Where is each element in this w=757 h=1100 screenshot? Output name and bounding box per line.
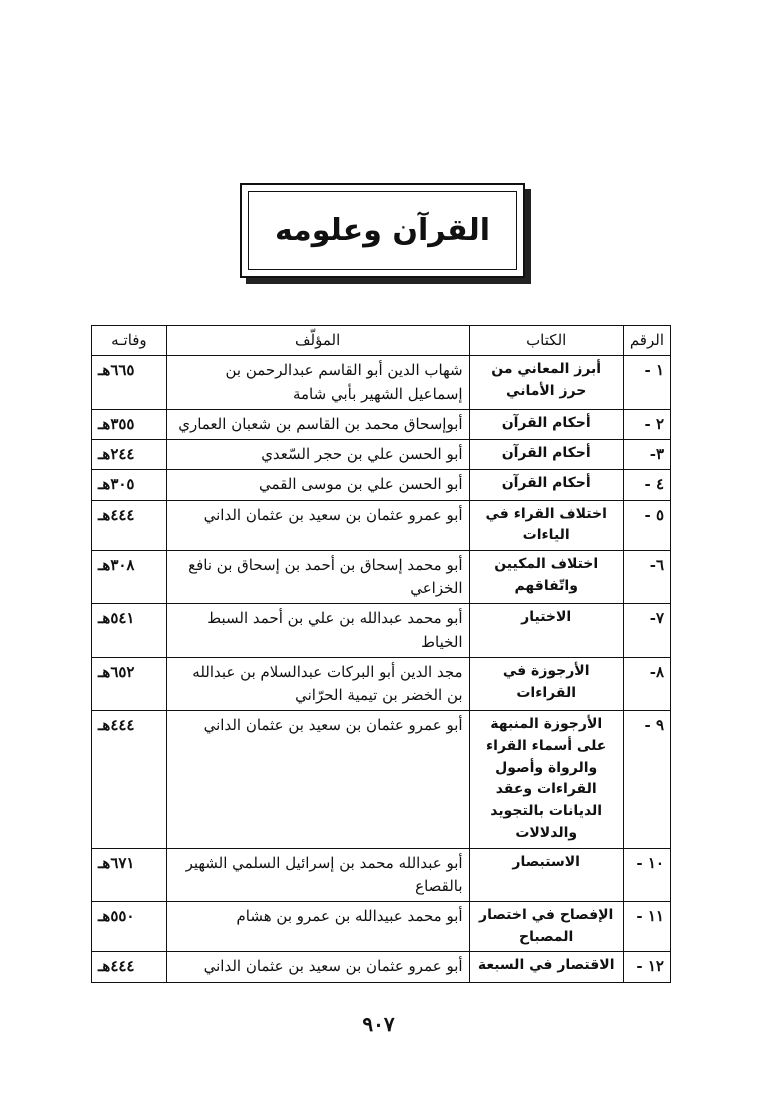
row-number: ١ - xyxy=(623,356,670,410)
row-number: ٦- xyxy=(623,550,670,604)
author-name: أبو عبدالله محمد بن إسرائيل السلمي الشهير بالقصاع xyxy=(166,848,469,902)
row-number: ٢ - xyxy=(623,409,670,439)
table-row xyxy=(92,440,671,470)
author-name: أبو الحسن علي بن موسى القمي xyxy=(166,470,469,500)
row-number: ٤ - xyxy=(623,470,670,500)
death-year: ٦٥٢هـ xyxy=(92,657,167,711)
book-title: أحكام القرآن xyxy=(469,440,623,470)
book-title: أبرز المعاني من حرز الأماني xyxy=(469,356,623,410)
table-row xyxy=(92,409,671,439)
author-name: مجد الدين أبو البركات عبدالسلام بن عبدالله بن الخضر بن تيمية الحرّاني xyxy=(166,657,469,711)
row-number: ٧- xyxy=(623,604,670,658)
row-number: ٨- xyxy=(623,657,670,711)
table-row xyxy=(92,550,671,604)
book-title: الاستبصار xyxy=(469,848,623,902)
death-year: ٣٠٥هـ xyxy=(92,470,167,500)
death-year: ٣٥٥هـ xyxy=(92,409,167,439)
author-name: أبوإسحاق محمد بن القاسم بن شعبان العماري xyxy=(166,409,469,439)
death-year: ٢٤٤هـ xyxy=(92,440,167,470)
book-title: الأرجوزة المنبهة على أسماء القراء والرواة وأصول القراءات وعقد الديانات بالتجويد والدلالات xyxy=(469,711,623,848)
row-number: ١٢ - xyxy=(623,952,670,982)
title-frame xyxy=(240,183,525,278)
author-name: أبو عمرو عثمان بن سعيد بن عثمان الداني xyxy=(166,500,469,550)
table-row xyxy=(92,470,671,500)
header-book: الكتاب xyxy=(469,326,623,356)
death-year: ٦٧١هـ xyxy=(92,848,167,902)
author-name: أبو محمد عبيدالله بن عمرو بن هشام xyxy=(166,902,469,952)
page-title: القرآن وعلومه xyxy=(274,213,491,248)
death-year: ٤٤٤هـ xyxy=(92,711,167,848)
book-title: أحكام القرآن xyxy=(469,470,623,500)
author-name: أبو محمد عبدالله بن علي بن أحمد السبط الخياط xyxy=(166,604,469,658)
author-name: شهاب الدين أبو القاسم عبدالرحمن بن إسماعيل الشهير بأبي شامة xyxy=(166,356,469,410)
book-title: الاقتصار في السبعة xyxy=(469,952,623,982)
death-year: ٥٤١هـ xyxy=(92,604,167,658)
table-row xyxy=(92,604,671,658)
table-row xyxy=(92,952,671,982)
death-year: ٣٠٨هـ xyxy=(92,550,167,604)
header-author: المؤلّف xyxy=(166,326,469,356)
row-number: ١٠ - xyxy=(623,848,670,902)
author-name: أبو محمد إسحاق بن أحمد بن إسحاق بن نافع الخزاعي xyxy=(166,550,469,604)
row-number: ٩ - xyxy=(623,711,670,848)
table-header-row xyxy=(92,326,671,356)
table-row xyxy=(92,356,671,410)
author-name: أبو عمرو عثمان بن سعيد بن عثمان الداني xyxy=(166,952,469,982)
row-number: ١١ - xyxy=(623,902,670,952)
book-title: الأرجوزة في القراءات xyxy=(469,657,623,711)
table-row xyxy=(92,711,671,848)
book-title: اختلاف القراء في الياءات xyxy=(469,500,623,550)
table-row xyxy=(92,902,671,952)
book-title: أحكام القرآن xyxy=(469,409,623,439)
row-number: ٣- xyxy=(623,440,670,470)
table-row xyxy=(92,500,671,550)
book-title: الاختيار xyxy=(469,604,623,658)
table-row xyxy=(92,657,671,711)
author-name: أبو الحسن علي بن حجر السّعدي xyxy=(166,440,469,470)
author-name: أبو عمرو عثمان بن سعيد بن عثمان الداني xyxy=(166,711,469,848)
row-number: ٥ - xyxy=(623,500,670,550)
death-year: ٤٤٤هـ xyxy=(92,500,167,550)
death-year: ٥٥٠هـ xyxy=(92,902,167,952)
death-year: ٦٦٥هـ xyxy=(92,356,167,410)
header-death: وفاتـه xyxy=(92,326,167,356)
book-title: الإفصاح في اختصار المصباح xyxy=(469,902,623,952)
death-year: ٤٤٤هـ xyxy=(92,952,167,982)
page-number: ٩٠٧ xyxy=(362,1012,395,1036)
book-title: اختلاف المكيين واتّفاقهم xyxy=(469,550,623,604)
header-number: الرقم xyxy=(623,326,670,356)
table-row xyxy=(92,848,671,902)
books-table xyxy=(91,325,671,983)
